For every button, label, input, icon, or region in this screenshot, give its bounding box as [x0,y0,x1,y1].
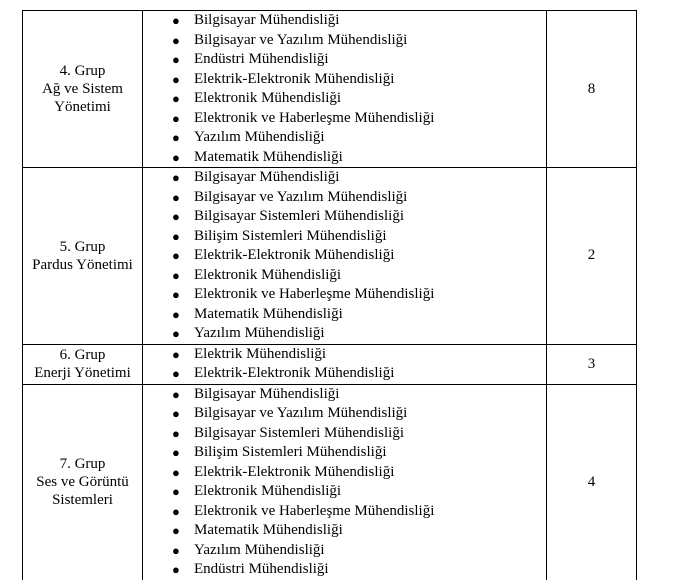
list-item [143,424,546,444]
group-name-line: 5. Grup [59,238,106,255]
program-name: Elektrik-Elektronik Mühendisliği [194,463,395,480]
list-item [143,521,546,541]
group-table-body [23,11,637,580]
bullet-icon: ● [172,13,180,28]
list-item [143,50,546,70]
program-name: Bilgisayar Sistemleri Mühendisliği [194,208,404,224]
program-name: Bilişim Sistemleri Mühendisliği [194,444,387,460]
list-item [143,560,546,580]
list-item [143,207,546,227]
position-count: 2 [547,168,637,345]
list-item [143,324,546,344]
list-item [143,128,546,148]
program-name: Elektronik ve Haberleşme Mühendisliği [194,286,435,302]
bullet-icon: ● [172,503,180,519]
program-name: Elektronik Mühendisliği [194,483,342,499]
program-name: Endüstri Mühendisliği [194,561,329,577]
program-name: Elektrik-Elektronik Mühendisliği [194,70,395,87]
group-name-line: 4. Grup [59,63,106,79]
bullet-icon: ● [172,267,180,283]
bullet-icon: ● [172,366,180,381]
program-name: Yazılım Mühendisliği [194,129,325,145]
programs-cell [143,384,547,580]
list-item [143,463,546,483]
bullet-icon: ● [172,287,180,302]
list-item [143,188,546,208]
list-item [143,443,546,463]
program-name: Matematik Mühendisliği [194,522,343,538]
program-name: Bilgisayar Mühendisliği [194,12,340,28]
program-name: Matematik Mühendisliği [194,305,343,322]
list-item [143,227,546,247]
list-item [143,345,546,365]
program-name: Bilgisayar ve Yazılım Mühendisliği [194,188,408,205]
bullet-icon: ● [172,386,180,402]
bullet-icon: ● [172,484,180,499]
list-item [143,364,546,384]
bullet-icon: ● [172,425,180,441]
bullet-icon: ● [172,189,180,205]
list-item [143,385,546,405]
program-name: Elektrik Mühendisliği [194,345,327,362]
bullet-icon: ● [172,523,180,538]
list-item [143,246,546,266]
bullet-icon: ● [172,464,180,480]
programs-cell [143,168,547,345]
program-name: Elektronik Mühendisliği [194,90,342,106]
group-name-line: Enerji Yönetimi [34,365,131,381]
group-table [22,10,637,580]
program-name: Elektrik-Elektronik Mühendisliği [194,247,395,263]
list-item [143,31,546,51]
bullet-icon: ● [172,248,180,263]
bullet-icon: ● [172,52,180,67]
bullet-icon: ● [172,562,180,577]
group-name-cell [23,384,143,580]
list-item [143,11,546,31]
programs-cell [143,11,547,168]
bullet-icon: ● [172,406,180,421]
position-count: 4 [547,384,637,580]
group-name-cell [23,11,143,168]
program-name: Endüstri Mühendisliği [194,51,329,67]
list-item [143,404,546,424]
list-item [143,305,546,325]
bullet-icon: ● [172,32,180,48]
position-count: 8 [547,11,637,168]
group-name-line: Yönetimi [54,99,111,115]
bullet-icon: ● [172,149,180,165]
bullet-icon: ● [172,346,180,362]
bullet-icon: ● [172,91,180,106]
list-item [143,70,546,90]
program-name: Yazılım Mühendisliği [194,541,325,558]
group-row [23,344,637,384]
program-name: Elektronik ve Haberleşme Mühendisliği [194,502,435,519]
program-list [143,11,546,167]
list-item [143,482,546,502]
list-item [143,285,546,305]
group-name-cell [23,168,143,345]
program-name: Elektronik ve Haberleşme Mühendisliği [194,109,435,126]
bullet-icon: ● [172,130,180,145]
program-name: Bilgisayar Mühendisliği [194,385,340,402]
group-name-cell [23,344,143,384]
group-row [23,384,637,580]
group-row [23,11,637,168]
program-name: Bilgisayar Mühendisliği [194,169,340,185]
program-name: Bilişim Sistemleri Mühendisliği [194,227,387,244]
list-item [143,168,546,188]
program-name: Bilgisayar Sistemleri Mühendisliği [194,424,404,441]
bullet-icon: ● [172,170,180,185]
program-name: Elektrik-Elektronik Mühendisliği [194,365,395,381]
bullet-icon: ● [172,209,180,224]
bullet-icon: ● [172,542,180,558]
group-name-line: Sistemleri [52,492,113,508]
group-name-line: Ağ ve Sistem [42,81,123,97]
list-item [143,109,546,129]
group-name-line: 6. Grup [59,347,106,363]
group-name-line: Pardus Yönetimi [32,256,133,273]
program-name: Elektronik Mühendisliği [194,266,342,283]
bullet-icon: ● [172,228,180,244]
list-item [143,541,546,561]
bullet-icon: ● [172,110,180,126]
group-row [23,168,637,345]
program-name: Bilgisayar ve Yazılım Mühendisliği [194,31,408,48]
program-list [143,385,546,580]
list-item [143,502,546,522]
bullet-icon: ● [172,445,180,460]
position-count: 3 [547,344,637,384]
list-item [143,148,546,168]
list-item [143,266,546,286]
bullet-icon: ● [172,306,180,322]
programs-cell [143,344,547,384]
program-list [143,345,546,384]
group-name-line: 7. Grup [59,456,106,472]
bullet-icon: ● [172,71,180,87]
program-name: Yazılım Mühendisliği [194,325,325,341]
program-name: Matematik Mühendisliği [194,148,343,165]
program-name: Bilgisayar ve Yazılım Mühendisliği [194,405,408,421]
program-list [143,168,546,344]
group-name-line: Ses ve Görüntü [36,474,129,490]
bullet-icon: ● [172,326,180,341]
list-item [143,89,546,109]
